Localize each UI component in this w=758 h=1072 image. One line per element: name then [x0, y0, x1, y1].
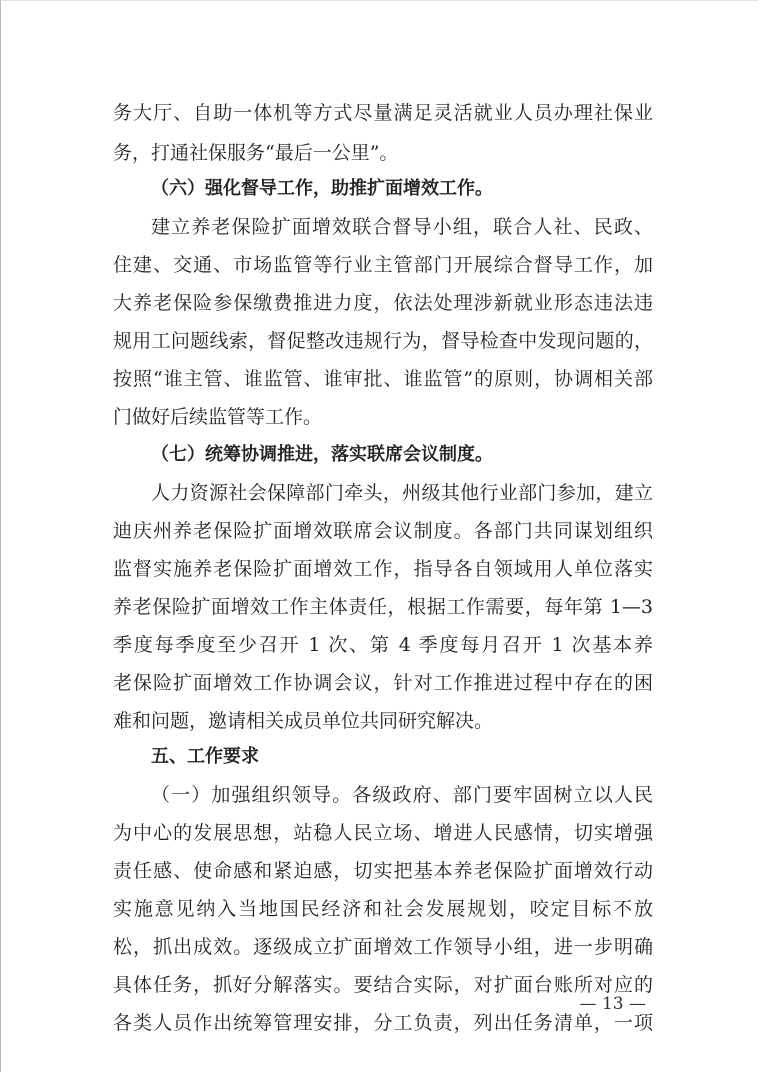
text-line: 养老保险扩面增效工作主体责任，根据工作需要，每年第 1—3 [113, 596, 653, 618]
text-line: 具体任务，抓好分解落实。要结合实际，对扩面台账所对应的 [113, 974, 653, 996]
text-line: 人力资源社会保障部门牵头，州级其他行业部门参加，建立 [151, 482, 653, 504]
section-subheading: （六）强化督导工作，助推扩面增效工作。 [151, 178, 493, 199]
page-number: — 13 — [579, 994, 646, 1014]
text-line: 责任感、使命感和紧迫感，切实把基本养老保险扩面增效行动 [113, 860, 653, 882]
text-line: 难和问题，邀请相关成员单位共同研究解决。 [113, 710, 494, 732]
text-line: 大养老保险参保缴费推进力度，依法处理涉新就业形态违法违 [113, 292, 653, 314]
text-line: 松，抓出成效。逐级成立扩面增效工作领导小组，进一步明确 [113, 936, 653, 958]
text-line: 老保险扩面增效工作协调会议，针对工作推进过程中存在的困 [113, 672, 653, 694]
text-line: 建立养老保险扩面增效联合督导小组，联合人社、民政、 [151, 216, 653, 238]
text-line: 各类人员作出统筹管理安排，分工负责，列出任务清单，一项 [113, 1012, 653, 1034]
text-line: （一）加强组织领导。各级政府、部门要牢固树立以人民 [151, 784, 653, 806]
text-line: 住建、交通、市场监管等行业主管部门开展综合督导工作，加 [113, 254, 653, 276]
text-line: 迪庆州养老保险扩面增效联席会议制度。各部门共同谋划组织 [113, 520, 653, 542]
section-heading: 五、工作要求 [151, 746, 259, 767]
text-line: 监督实施养老保险扩面增效工作，指导各自领域用人单位落实 [113, 558, 653, 580]
section-subheading: （七）统筹协调推进，落实联席会议制度。 [151, 444, 493, 465]
text-line: 为中心的发展思想，站稳人民立场、增进人民感情，切实增强 [113, 822, 653, 844]
text-line: 务，打通社保服务“最后一公里”。 [113, 142, 399, 164]
text-line: 规用工问题线索，督促整改违规行为，督导检查中发现问题的， [113, 330, 653, 352]
text-line: 季度每季度至少召开 1 次、第 4 季度每月召开 1 次基本养 [113, 634, 653, 656]
text-line: 务大厅、自助一体机等方式尽量满足灵活就业人员办理社保业 [113, 102, 653, 124]
text-line: 门做好后续监管等工作。 [113, 406, 323, 428]
text-line: 实施意见纳入当地国民经济和社会发展规划，咬定目标不放 [113, 898, 653, 920]
text-line: 按照“谁主管、谁监管、谁审批、谁监管”的原则，协调相关部 [113, 368, 653, 390]
